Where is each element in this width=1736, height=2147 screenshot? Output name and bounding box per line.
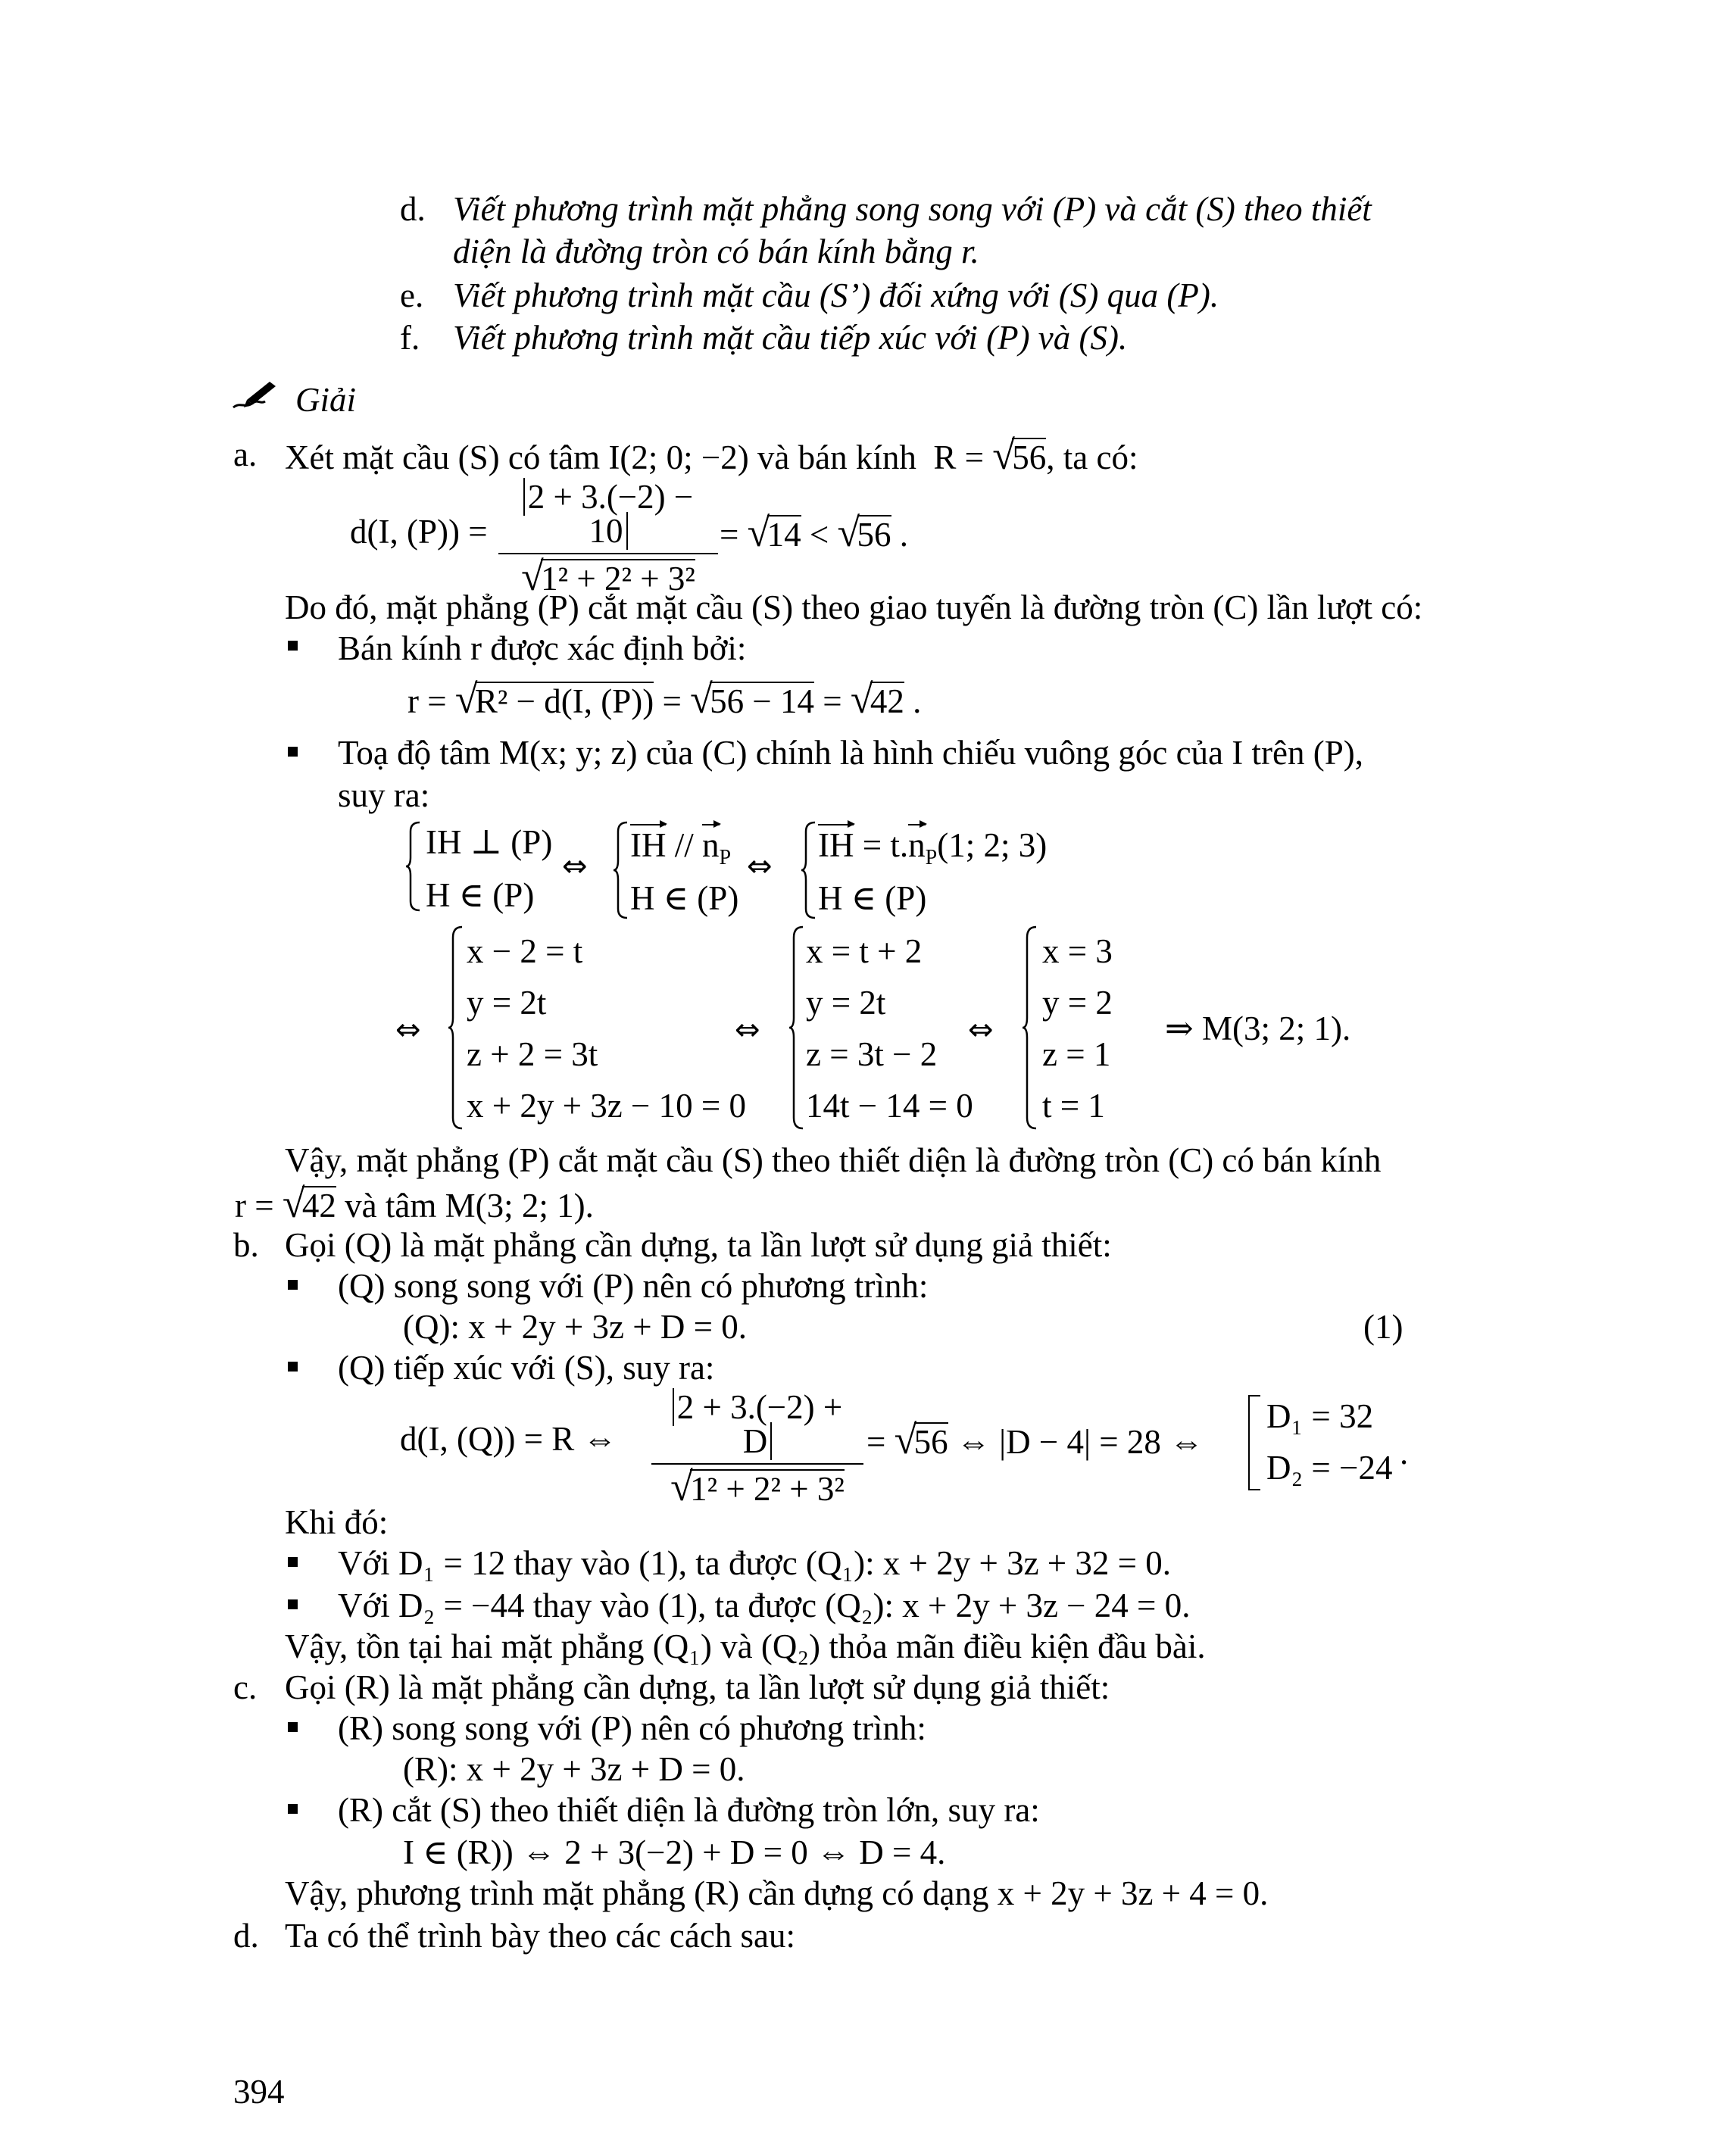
part-a-bullet2: Toạ độ tâm M(x; y; z) của (C) chính là hình chiếu vuông góc của I trên (P), xyxy=(338,734,1363,772)
part-b-eq1-tag: (1) xyxy=(1363,1308,1403,1346)
D1-value: D₁ = 32 xyxy=(1266,1397,1374,1435)
period: . xyxy=(899,516,909,554)
center-result: ⇒ M(3; 2; 1). xyxy=(1165,1010,1351,1047)
tangent-lhs: d(I, (Q)) = R ⇔ xyxy=(400,1420,617,1458)
part-a-intro xyxy=(285,432,1138,478)
radius-sqrt: √ 56 xyxy=(992,432,1047,478)
tangent-fraction xyxy=(651,1388,863,1509)
problem-f-label: f. xyxy=(400,319,420,357)
sys6-line3: z = 1 xyxy=(1042,1035,1111,1073)
distance-fraction xyxy=(498,478,718,599)
radius-r-formula: r = √ R² − d(I, (P)) = √ 56 − 14 = √ 42 . xyxy=(407,676,922,722)
bullet xyxy=(288,1280,298,1290)
distance-lhs: d(I, (P)) = xyxy=(350,513,488,551)
part-c-label: c. xyxy=(233,1668,258,1706)
sqrt-14: √ 14 xyxy=(747,510,801,555)
bullet xyxy=(288,1599,298,1609)
sqrt-56: √ 56 xyxy=(894,1417,948,1462)
iff-symbol: ⇔ xyxy=(968,1013,994,1047)
sys3-line2: H ∈ (P) xyxy=(818,879,927,917)
part-a-intro-text: Xét mặt cầu (S) có tâm I(2; 0; −2) và bán kính xyxy=(285,438,916,476)
iff-symbol: ⇔ xyxy=(735,1013,760,1047)
part-b-bullet1: (Q) song song với (P) nên có phương trình: xyxy=(338,1267,929,1305)
sys4-line1: x − 2 = t xyxy=(467,932,583,970)
sys6-line2: y = 2 xyxy=(1042,984,1113,1022)
iff-symbol: ⇔ xyxy=(395,1013,421,1047)
solution-heading: Giải xyxy=(295,381,357,419)
sqrt-56: √ 56 xyxy=(837,510,891,555)
left-brace xyxy=(404,821,423,912)
sqrt-R-minus-d: √ R² − d(I, (P)) xyxy=(454,676,654,722)
iff-symbol: ⇔ xyxy=(747,849,773,884)
part-b-intro: Gọi (Q) là mặt phẳng cần dựng, ta lần lượt sử dụng giả thiết: xyxy=(285,1226,1112,1264)
part-c-bullet2: (R) cắt (S) theo thiết diện là đường tròn lớn, suy ra: xyxy=(338,1791,1040,1829)
part-b-case1: Với D₁ = 12 thay vào (1), ta được (Q₁): x + 2y + 3z + 32 = 0. xyxy=(338,1544,1172,1582)
left-brace xyxy=(800,821,818,919)
tangent-denominator: √ 1² + 2² + 3² xyxy=(670,1464,845,1509)
sys5-line2: y = 2t xyxy=(806,984,886,1022)
part-b-conclusion: Vậy, tồn tại hai mặt phẳng (Q₁) và (Q₂) thỏa mãn điều kiện đầu bài. xyxy=(285,1627,1206,1665)
part-a-conclusion-cont: r = √ 42 và tâm M(3; 2; 1). xyxy=(235,1181,594,1226)
or-bracket xyxy=(1248,1395,1260,1490)
part-a-bullet2-cont: suy ra: xyxy=(338,776,430,814)
iff-symbol: ⇔ xyxy=(562,849,588,884)
sys5-line1: x = t + 2 xyxy=(806,932,923,970)
page-number: 394 xyxy=(233,2073,285,2111)
part-a-label: a. xyxy=(233,435,258,473)
part-d-label: d. xyxy=(233,1917,259,1955)
problem-f-text: Viết phương trình mặt cầu tiếp xúc với (P) và (S). xyxy=(453,319,1128,357)
sqrt-56-minus-14: √ 56 − 14 xyxy=(690,676,814,722)
part-b-eq1: (Q): x + 2y + 3z + D = 0. xyxy=(403,1308,747,1346)
part-d-intro: Ta có thể trình bày theo các cách sau: xyxy=(285,1917,796,1955)
part-c-conclusion: Vậy, phương trình mặt phẳng (R) cần dựng có dạng x + 2y + 3z + 4 = 0. xyxy=(285,1874,1269,1912)
part-a-bullet1: Bán kính r được xác định bởi: xyxy=(338,629,747,667)
sys1-line1: IH ⊥ (P) xyxy=(426,823,553,861)
sys5-line3: z = 3t − 2 xyxy=(806,1035,938,1073)
left-brace xyxy=(788,925,806,1130)
part-b-bullet2: (Q) tiếp xúc với (S), suy ra: xyxy=(338,1349,715,1387)
part-b-then: Khi đó: xyxy=(285,1503,389,1541)
part-c-intro: Gọi (R) là mặt phẳng cần dựng, ta lần lượt sử dụng giả thiết: xyxy=(285,1668,1110,1706)
tangent-numerator: 2 + 3.(−2) + D xyxy=(673,1388,843,1460)
sqrt-42: √ 42 xyxy=(282,1181,336,1226)
problem-d-text: Viết phương trình mặt phẳng song song với (P) và cắt (S) theo thiết xyxy=(453,190,1372,228)
radius-value: 56 xyxy=(1012,438,1047,476)
problem-e-label: e. xyxy=(400,276,424,314)
part-c-eq2: I ∈ (R)) ⇔ 2 + 3(−2) + D = 0 ⇔ D = 4. xyxy=(403,1833,946,1871)
part-c-eq1: (R): x + 2y + 3z + D = 0. xyxy=(403,1750,745,1788)
part-a-intro-end: , ta có: xyxy=(1046,438,1138,476)
part-b-case2: Với D₂ = −44 thay vào (1), ta được (Q₂): x + 2y + 3z − 24 = 0. xyxy=(338,1587,1191,1624)
left-brace xyxy=(612,821,630,919)
left-brace xyxy=(447,925,465,1130)
part-b-label: b. xyxy=(233,1226,259,1264)
bullet xyxy=(288,1722,298,1732)
distance-denominator: √ 1² + 2² + 3² xyxy=(521,554,695,599)
sys5-line4: 14t − 14 = 0 xyxy=(806,1087,973,1125)
left-brace xyxy=(1021,925,1039,1130)
sys2-line1: IH // $n_P$ xyxy=(630,826,732,869)
sys4-line3: z + 2 = 3t xyxy=(467,1035,598,1073)
less-than: < xyxy=(809,516,829,554)
problem-d-label: d. xyxy=(400,190,426,228)
period: . xyxy=(1400,1434,1409,1471)
problem-d-text-cont: diện là đường tròn có bán kính bằng r. xyxy=(453,232,979,270)
bullet xyxy=(288,1804,298,1814)
distance-result: = √ 14 < √ 56 . xyxy=(720,510,909,555)
sys6-line1: x = 3 xyxy=(1042,932,1113,970)
sys3-line1: IH = $t.n_P(1$; 2; 3) xyxy=(818,826,1048,869)
radius-eq: R = xyxy=(933,438,985,476)
sys4-line2: y = 2t xyxy=(467,984,547,1022)
distance-numerator: 2 + 3.(−2) − 10 xyxy=(523,478,694,550)
sqrt-42: √ 42 xyxy=(850,676,904,722)
bullet xyxy=(288,747,298,757)
D2-value: D₂ = −24 xyxy=(1266,1449,1393,1487)
sys2-line2: H ∈ (P) xyxy=(630,879,739,917)
part-c-bullet1: (R) song song với (P) nên có phương trình: xyxy=(338,1709,926,1747)
pen-writing-icon xyxy=(230,379,277,412)
bullet xyxy=(288,641,298,651)
part-a-conclusion: Vậy, mặt phẳng (P) cắt mặt cầu (S) theo thiết diện là đường tròn (C) có bán kính xyxy=(285,1141,1382,1179)
part-a-text1: Do đó, mặt phẳng (P) cắt mặt cầu (S) theo giao tuyến là đường tròn (C) lần lượt có: xyxy=(285,588,1423,626)
bullet xyxy=(288,1362,298,1372)
sys6-line4: t = 1 xyxy=(1042,1087,1105,1125)
sys4-line4: x + 2y + 3z − 10 = 0 xyxy=(467,1087,746,1125)
tangent-rhs: = √ 56 ⇔ |D − 4| = 28 ⇔ xyxy=(866,1417,1204,1462)
bullet xyxy=(288,1557,298,1567)
problem-e-text: Viết phương trình mặt cầu (S’) đối xứng với (S) qua (P). xyxy=(453,276,1219,314)
sys1-line2: H ∈ (P) xyxy=(426,876,535,914)
